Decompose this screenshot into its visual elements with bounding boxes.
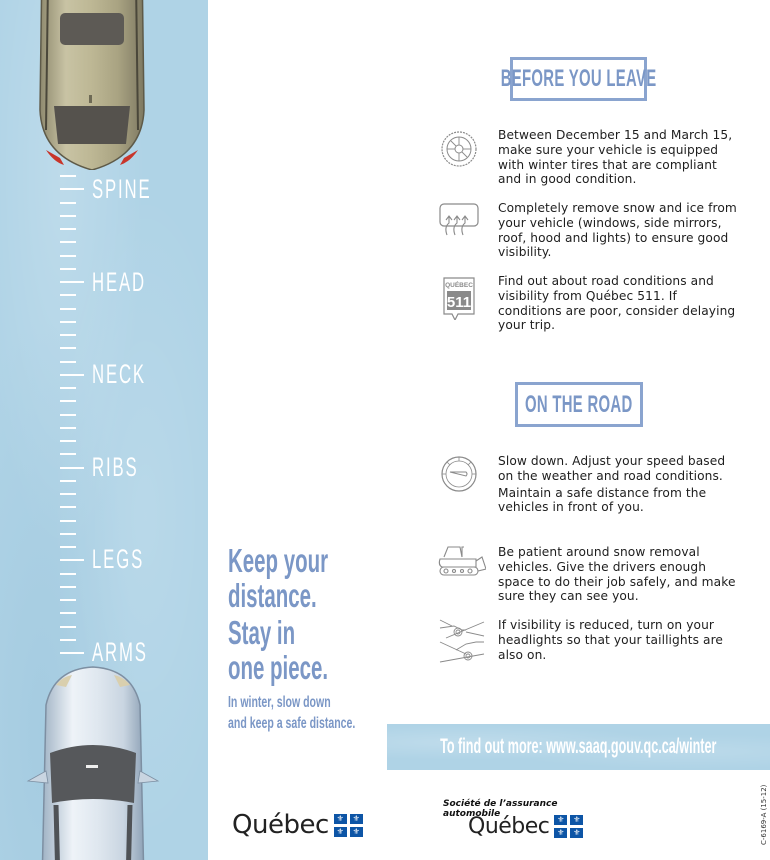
- quebec-wordmark: Québec: [232, 810, 329, 840]
- ruler-tick: [60, 599, 76, 601]
- ruler-tick: [60, 281, 84, 283]
- ruler-tick: [60, 374, 84, 376]
- quebec-flag-icon: ⚜ ⚜ ⚜ ⚜: [334, 814, 363, 837]
- subtitle-line-2: and keep a safe distance.: [228, 715, 356, 732]
- ruler-tick: [60, 440, 76, 442]
- ruler-tick: [60, 215, 76, 217]
- tip-text: [498, 454, 738, 515]
- ruler-tick: [60, 480, 76, 482]
- ruler-tick: [60, 414, 76, 416]
- tip-paragraph: Maintain a safe distance from the vehicles in front of you.: [498, 485, 707, 515]
- headline-subtitle: [228, 692, 355, 734]
- ruler-tick: [60, 639, 76, 641]
- ruler-tick: [60, 400, 76, 402]
- ruler-tick: [60, 347, 76, 349]
- more-info-link[interactable]: To find out more: www.saaq.gouv.qc.ca/winter: [440, 735, 717, 758]
- section-heading-before-you-leave: [500, 57, 657, 101]
- ruler-tick: [60, 427, 76, 429]
- headline-line-3: Stay in: [228, 614, 296, 651]
- tip-text: [498, 618, 738, 662]
- ruler-tick: [60, 546, 76, 548]
- ruler-tick: [60, 652, 84, 654]
- svg-text:QUÉBEC: QUÉBEC: [445, 282, 473, 289]
- road-strip: [0, 0, 208, 860]
- saaq-name-line-1: Société de l’assurance: [443, 799, 558, 809]
- ruler-tick: [60, 308, 76, 310]
- ruler-tick: [60, 612, 76, 614]
- headlights-icon: [436, 618, 486, 664]
- headline-line-4: one piece.: [228, 649, 329, 686]
- ruler-tick: [60, 321, 76, 323]
- ruler-tick: [60, 559, 84, 561]
- quebec-511-icon: [436, 274, 486, 320]
- svg-text:511: 511: [446, 294, 472, 311]
- speedometer-icon: [436, 454, 486, 500]
- tip-text: [498, 274, 738, 333]
- quebec-government-logo: [232, 810, 363, 840]
- ruler-label-legs: LEGS: [92, 544, 145, 574]
- headline: [228, 543, 328, 685]
- ruler-tick: [60, 255, 76, 257]
- ruler-tick: [60, 361, 76, 363]
- more-info-banner[interactable]: [387, 724, 770, 770]
- ruler-tick: [60, 520, 76, 522]
- tip-paragraph: Slow down. Adjust your speed based on the weather and road conditions.: [498, 454, 726, 483]
- ruler-tick: [60, 506, 76, 508]
- ruler-tick: [60, 294, 76, 296]
- ruler-tick: [60, 241, 76, 243]
- ruler-tick: [60, 493, 76, 495]
- tip-paragraph: Be patient around snow removal vehicles. Give the drivers enough space to do their job safely, and make sure they can see you.: [498, 545, 736, 604]
- ruler-label-ribs: RIBS: [92, 452, 139, 482]
- ruler-tick: [60, 626, 76, 628]
- car-bottom-illustration: [26, 665, 160, 860]
- tip-paragraph: Find out about road conditions and visibility from Québec 511. If conditions are poor, consider delaying your trip.: [498, 274, 736, 333]
- ruler-label-head: HEAD: [92, 267, 146, 297]
- tip-text: [498, 128, 738, 187]
- saaq-name-line-2: automobile: [443, 809, 501, 819]
- tire-icon: [436, 128, 486, 174]
- tip-text: [498, 545, 738, 604]
- section-title: BEFORE YOU LEAVE: [500, 65, 657, 92]
- ruler-tick: [60, 387, 76, 389]
- ruler-tick: [60, 573, 76, 575]
- ruler-tick: [60, 202, 76, 204]
- ruler-tick: [60, 188, 84, 190]
- ruler-tick: [60, 268, 76, 270]
- ruler-tick: [60, 586, 76, 588]
- headline-line-1: Keep your: [228, 542, 329, 579]
- tip-text: [498, 201, 738, 260]
- ruler-tick: [60, 228, 76, 230]
- ruler-tick: [60, 175, 76, 177]
- ruler-tick: [60, 467, 84, 469]
- ruler-label-arms: ARMS: [92, 637, 148, 667]
- tip-paragraph: Between December 15 and March 15, make sure your vehicle is equipped with winter tires that are compliant and in good condition.: [498, 128, 733, 187]
- tip-paragraph: Completely remove snow and ice from your vehicle (windows, side mirrors, roof, hood and lights) to ensure good visibility.: [498, 201, 737, 260]
- saaq-quebec-logo: [468, 814, 583, 839]
- headline-line-2: distance.: [228, 577, 317, 614]
- ruler-tick: [60, 533, 76, 535]
- ruler-label-neck: NECK: [92, 359, 146, 389]
- ruler-tick: [60, 453, 76, 455]
- section-title: ON THE ROAD: [525, 390, 633, 418]
- quebec-flag-icon: ⚜ ⚜ ⚜ ⚜: [554, 815, 583, 838]
- defrost-icon: [436, 201, 486, 247]
- saaq-quebec-wordmark: Québec: [468, 814, 550, 839]
- document-code: C-6169-A (15-12): [760, 784, 768, 845]
- ruler-label-spine: SPINE: [92, 174, 152, 204]
- section-heading-on-the-road: [515, 382, 643, 427]
- tip-paragraph: If visibility is reduced, turn on your headlights so that your taillights are also on.: [498, 618, 724, 662]
- car-top-illustration: [34, 0, 150, 170]
- snow-plow-icon: [436, 545, 486, 591]
- ruler-tick: [60, 334, 76, 336]
- subtitle-line-1: In winter, slow down: [228, 694, 331, 711]
